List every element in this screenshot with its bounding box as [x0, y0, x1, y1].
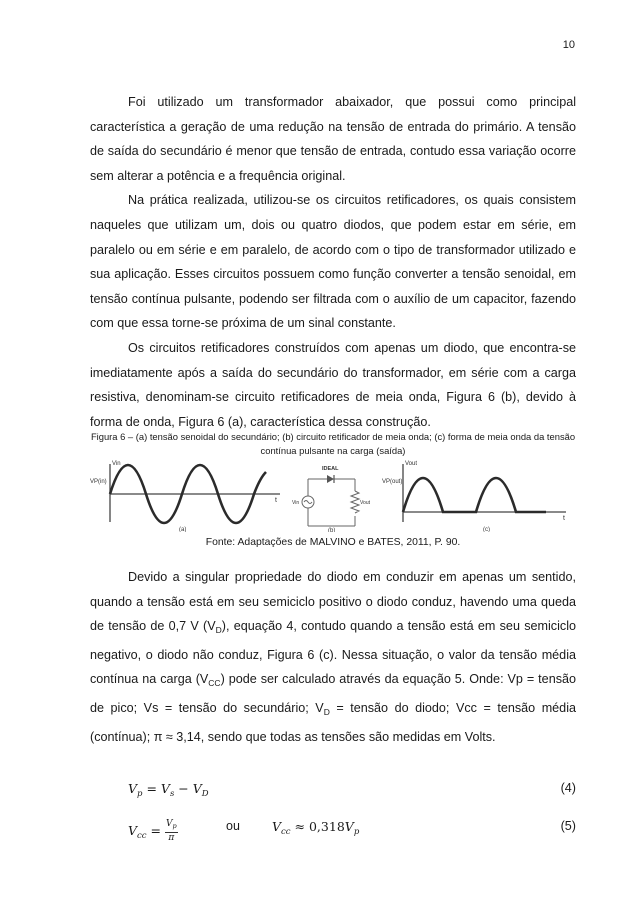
paragraph-4: Devido a singular propriedade do diodo em conduzir em apenas um sentido, quando a tensão está em seu semiciclo positivo o diodo conduz, havendo uma queda de tensão de 0,7 V $(V_D)$, equação 4, contudo quando a tensão está em seu semiciclo negativo, o diodo não conduz, Figura 6 (c). Nessa situação, o valor da tensão média contínua na carga $(V_{CC})$ pode ser calculado através da equação 5. Onde: Vp = tensão de pico; Vs = tensão do secundário; $V_D$ = tensão do diodo; Vcc = tensão média (contínua); π ≈ 3,14, sendo que todas as tensões são medidas em Volts. [90, 570, 576, 744]
figure-caption: Figura 6 – (a) tensão senoidal do secundário; (b) circuito retificador de meia onda; (c) forma de meia onda da tensão contínua pulsante na carga (saída) [90, 431, 576, 456]
panel-a-vin-label: Vin [112, 461, 121, 467]
panel-a-sine-wave [90, 461, 280, 532]
body-text-bottom [90, 565, 576, 749]
equation-4: $V_p = V_s - V_D$ (4) [128, 781, 576, 799]
equation-5-rhs: $V_{cc} \approx 0,318V_p$ [272, 819, 360, 837]
panel-b-vin-label: Vin [292, 500, 300, 506]
panel-a-vp-label: VP(in) [90, 479, 107, 485]
figure-source: Fonte: Adaptações de MALVINO e BATES, 2011, P. 90. [205, 537, 461, 548]
paragraph-3: Os circuitos retificadores construídos com apenas um diodo, que encontra-se imediatamente após a saída do secundário do transformador, em série com a carga resistiva, denominam-se circuito retificadores de meia onda, Figura 6 (b), devido à forma de onda, Figura 6 (a), característica dessa construção. [90, 340, 576, 429]
paragraph-1: Foi utilizado um transformador abaixador, que possui como principal característica a geração de uma redução na tensão de entrada do primário. A tensão de saída do secundário é menor que tensão de entrada, contudo essa variação ocorre sem alterar a potência e a frequência original. [90, 95, 576, 183]
equation-5-fraction: $\frac{V_p}{\pi}$ [165, 819, 177, 843]
panel-b-ideal-label: IDEAL [322, 466, 339, 472]
panel-c-tag: (c) [483, 527, 490, 532]
panel-b-tag: (b) [328, 528, 336, 532]
equation-5-lhs: $V_{cc}$ = $\frac{V_p}{\pi}$ [128, 819, 177, 843]
panel-b-half-wave-circuit [292, 466, 371, 532]
panel-c-vout-label: Vout [405, 461, 418, 467]
panel-c-t-label: t [563, 515, 565, 522]
panel-c-vp-label: VP(out) [382, 479, 403, 485]
panel-a-tag: (a) [179, 527, 187, 532]
equation-5-or: ou [226, 819, 240, 833]
diode-icon [327, 475, 334, 483]
equation-5-number: (5) [560, 819, 576, 833]
panel-b-vout-label: Vout [360, 500, 371, 506]
panel-a-t-label: t [275, 497, 277, 504]
paragraph-2: Na prática realizada, utilizou-se os circuitos retificadores, os quais consistem naqueles que utilizam um, dois ou quatro diodos, que podem estar em série, em paralelo ou em série e em paralelo, de acordo com o tipo de transformador utilizado e sua aplicação. Esses circuitos possuem como função converter a tensão senoidal, em tensão contínua pulsante, podendo ser filtrada com o auxílio de um capacitor, fazendo com que essa torne-se próxima de um sinal constante. [90, 193, 576, 331]
body-text-top [90, 90, 576, 434]
panel-c-half-wave-output [382, 461, 566, 532]
equation-4-number: (4) [560, 781, 576, 795]
page-number: 10 [562, 39, 575, 51]
equation-5 [90, 812, 576, 848]
figure-6 [90, 458, 576, 532]
